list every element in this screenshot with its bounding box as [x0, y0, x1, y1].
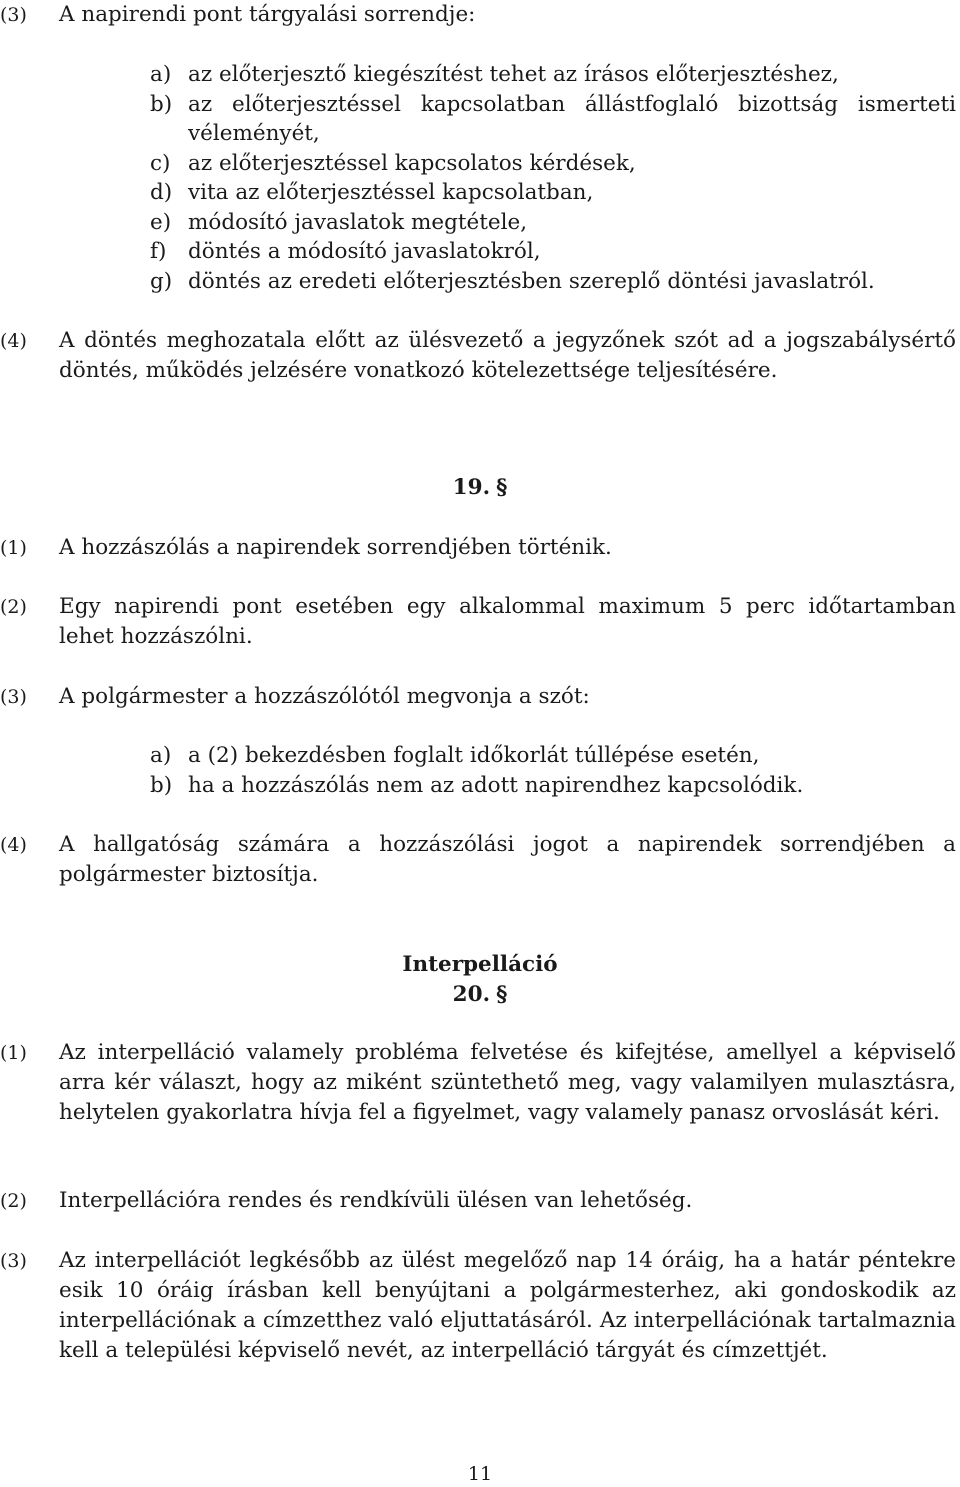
section-number: 20. — [452, 982, 491, 1007]
page-number: 11 — [467, 1463, 493, 1485]
list-item — [150, 741, 956, 771]
list-item-label: f) — [150, 239, 167, 264]
section-19-paragraph-3 — [0, 682, 956, 712]
list-item-label: a) — [150, 743, 172, 768]
list-item — [150, 208, 956, 238]
list-item-text: az előterjesztő kiegészítést tehet az írásos előterjesztéshez, — [188, 62, 839, 87]
list-item — [150, 237, 956, 267]
list-item-text: vita az előterjesztéssel kapcsolatban, — [188, 180, 594, 205]
paragraph-text: Egy napirendi pont esetében egy alkalommal maximum 5 perc időtartamban lehet hozzászólni. — [59, 594, 956, 649]
list-item-text: módosító javaslatok megtétele, — [188, 209, 528, 235]
paragraph-number: (1) — [0, 1042, 27, 1064]
paragraph-text: Az interpelláció valamely probléma felvetése és kifejtése, amellyel a képviselő arra kér választ, hogy az miként szüntethető meg, vagy valamilyen mulasztásra, helytelen gyakorlatra hívja fel a figyelmet, vagy valamely panasz orvoslását kéri. — [59, 1040, 956, 1125]
paragraph-number: (3) — [0, 4, 27, 26]
paragraph-number: (4) — [0, 330, 27, 352]
section-20-paragraph-2 — [0, 1186, 956, 1216]
list-item — [150, 149, 956, 179]
section-title-interpellation: Interpelláció — [402, 952, 558, 977]
paragraph-text: Interpellációra rendes és rendkívüli ülésen van lehetőség. — [59, 1188, 693, 1213]
list-item — [150, 267, 956, 297]
paragraph-number: (3) — [0, 686, 27, 708]
paragraph-text: A napirendi pont tárgyalási sorrendje: — [59, 2, 476, 27]
list-item-text: döntés az eredeti előterjesztésben szereplő döntési javaslatról. — [188, 268, 875, 294]
section-heading-19 — [0, 473, 960, 503]
agenda-order-list — [150, 60, 956, 296]
list-item-label: b) — [150, 772, 173, 798]
paragraph-text: Az interpellációt legkésőbb az ülést megelőző nap 14 óráig, ha a határ péntekre esik 10 óráig írásban kell benyújtani a polgármesterhez, aki gondoskodik az interpellációnak a címzetthez való eljuttatásáról. Az interpellációnak tartalmaznia kell a települési képviselő nevét, az interpelláció tárgyát és címzettjét. — [59, 1248, 956, 1363]
list-item-label: a) — [150, 62, 172, 87]
section-19-paragraph-2 — [0, 592, 956, 652]
paragraph-number: (1) — [0, 537, 27, 559]
list-item — [150, 178, 956, 208]
section-symbol: § — [496, 982, 508, 1007]
paragraph-4 — [0, 326, 956, 386]
section-20-paragraph-1 — [0, 1038, 956, 1128]
section-19-paragraph-1 — [0, 533, 956, 563]
list-item-label: c) — [150, 150, 171, 176]
list-item-label: b) — [150, 91, 173, 117]
paragraph-text: A hozzászólás a napirendek sorrendjében történik. — [59, 535, 612, 560]
paragraph-number: (3) — [0, 1250, 27, 1272]
list-item-text: ha a hozzászólás nem az adott napirendhez kapcsolódik. — [188, 772, 804, 798]
section-19-paragraph-4 — [0, 830, 956, 890]
paragraph-number: (2) — [0, 1190, 27, 1212]
paragraph-number: (4) — [0, 834, 27, 856]
list-item-text: az előterjesztéssel kapcsolatban állástfoglaló bizottság ismerteti véleményét, — [188, 91, 956, 146]
list-item — [150, 60, 956, 90]
list-item — [150, 90, 956, 149]
withdrawal-conditions-list — [150, 741, 956, 800]
list-item-text: a (2) bekezdésben foglalt időkorlát túllépése esetén, — [188, 743, 760, 768]
paragraph-text: A hallgatóság számára a hozzászólási jogot a napirendek sorrendjében a polgármester biztosítja. — [59, 832, 956, 887]
section-heading-20 — [0, 980, 960, 1010]
list-item-label: e) — [150, 209, 172, 235]
paragraph-3-intro — [0, 0, 956, 30]
paragraph-text: A döntés meghozatala előtt az ülésvezető a jegyzőnek szót ad a jogszabálysértő döntés, működés jelzésére vonatkozó kötelezettsége teljesítésére. — [59, 328, 956, 383]
section-number: 19. — [452, 475, 491, 500]
section-20-paragraph-3 — [0, 1246, 956, 1366]
list-item-text: döntés a módosító javaslatokról, — [188, 239, 541, 264]
paragraph-number: (2) — [0, 596, 27, 618]
list-item-text: az előterjesztéssel kapcsolatos kérdések, — [188, 150, 636, 176]
section-symbol: § — [496, 475, 508, 500]
list-item-label: g) — [150, 268, 173, 294]
list-item-label: d) — [150, 180, 173, 205]
list-item — [150, 771, 956, 801]
paragraph-text: A polgármester a hozzászólótól megvonja a szót: — [59, 684, 590, 709]
